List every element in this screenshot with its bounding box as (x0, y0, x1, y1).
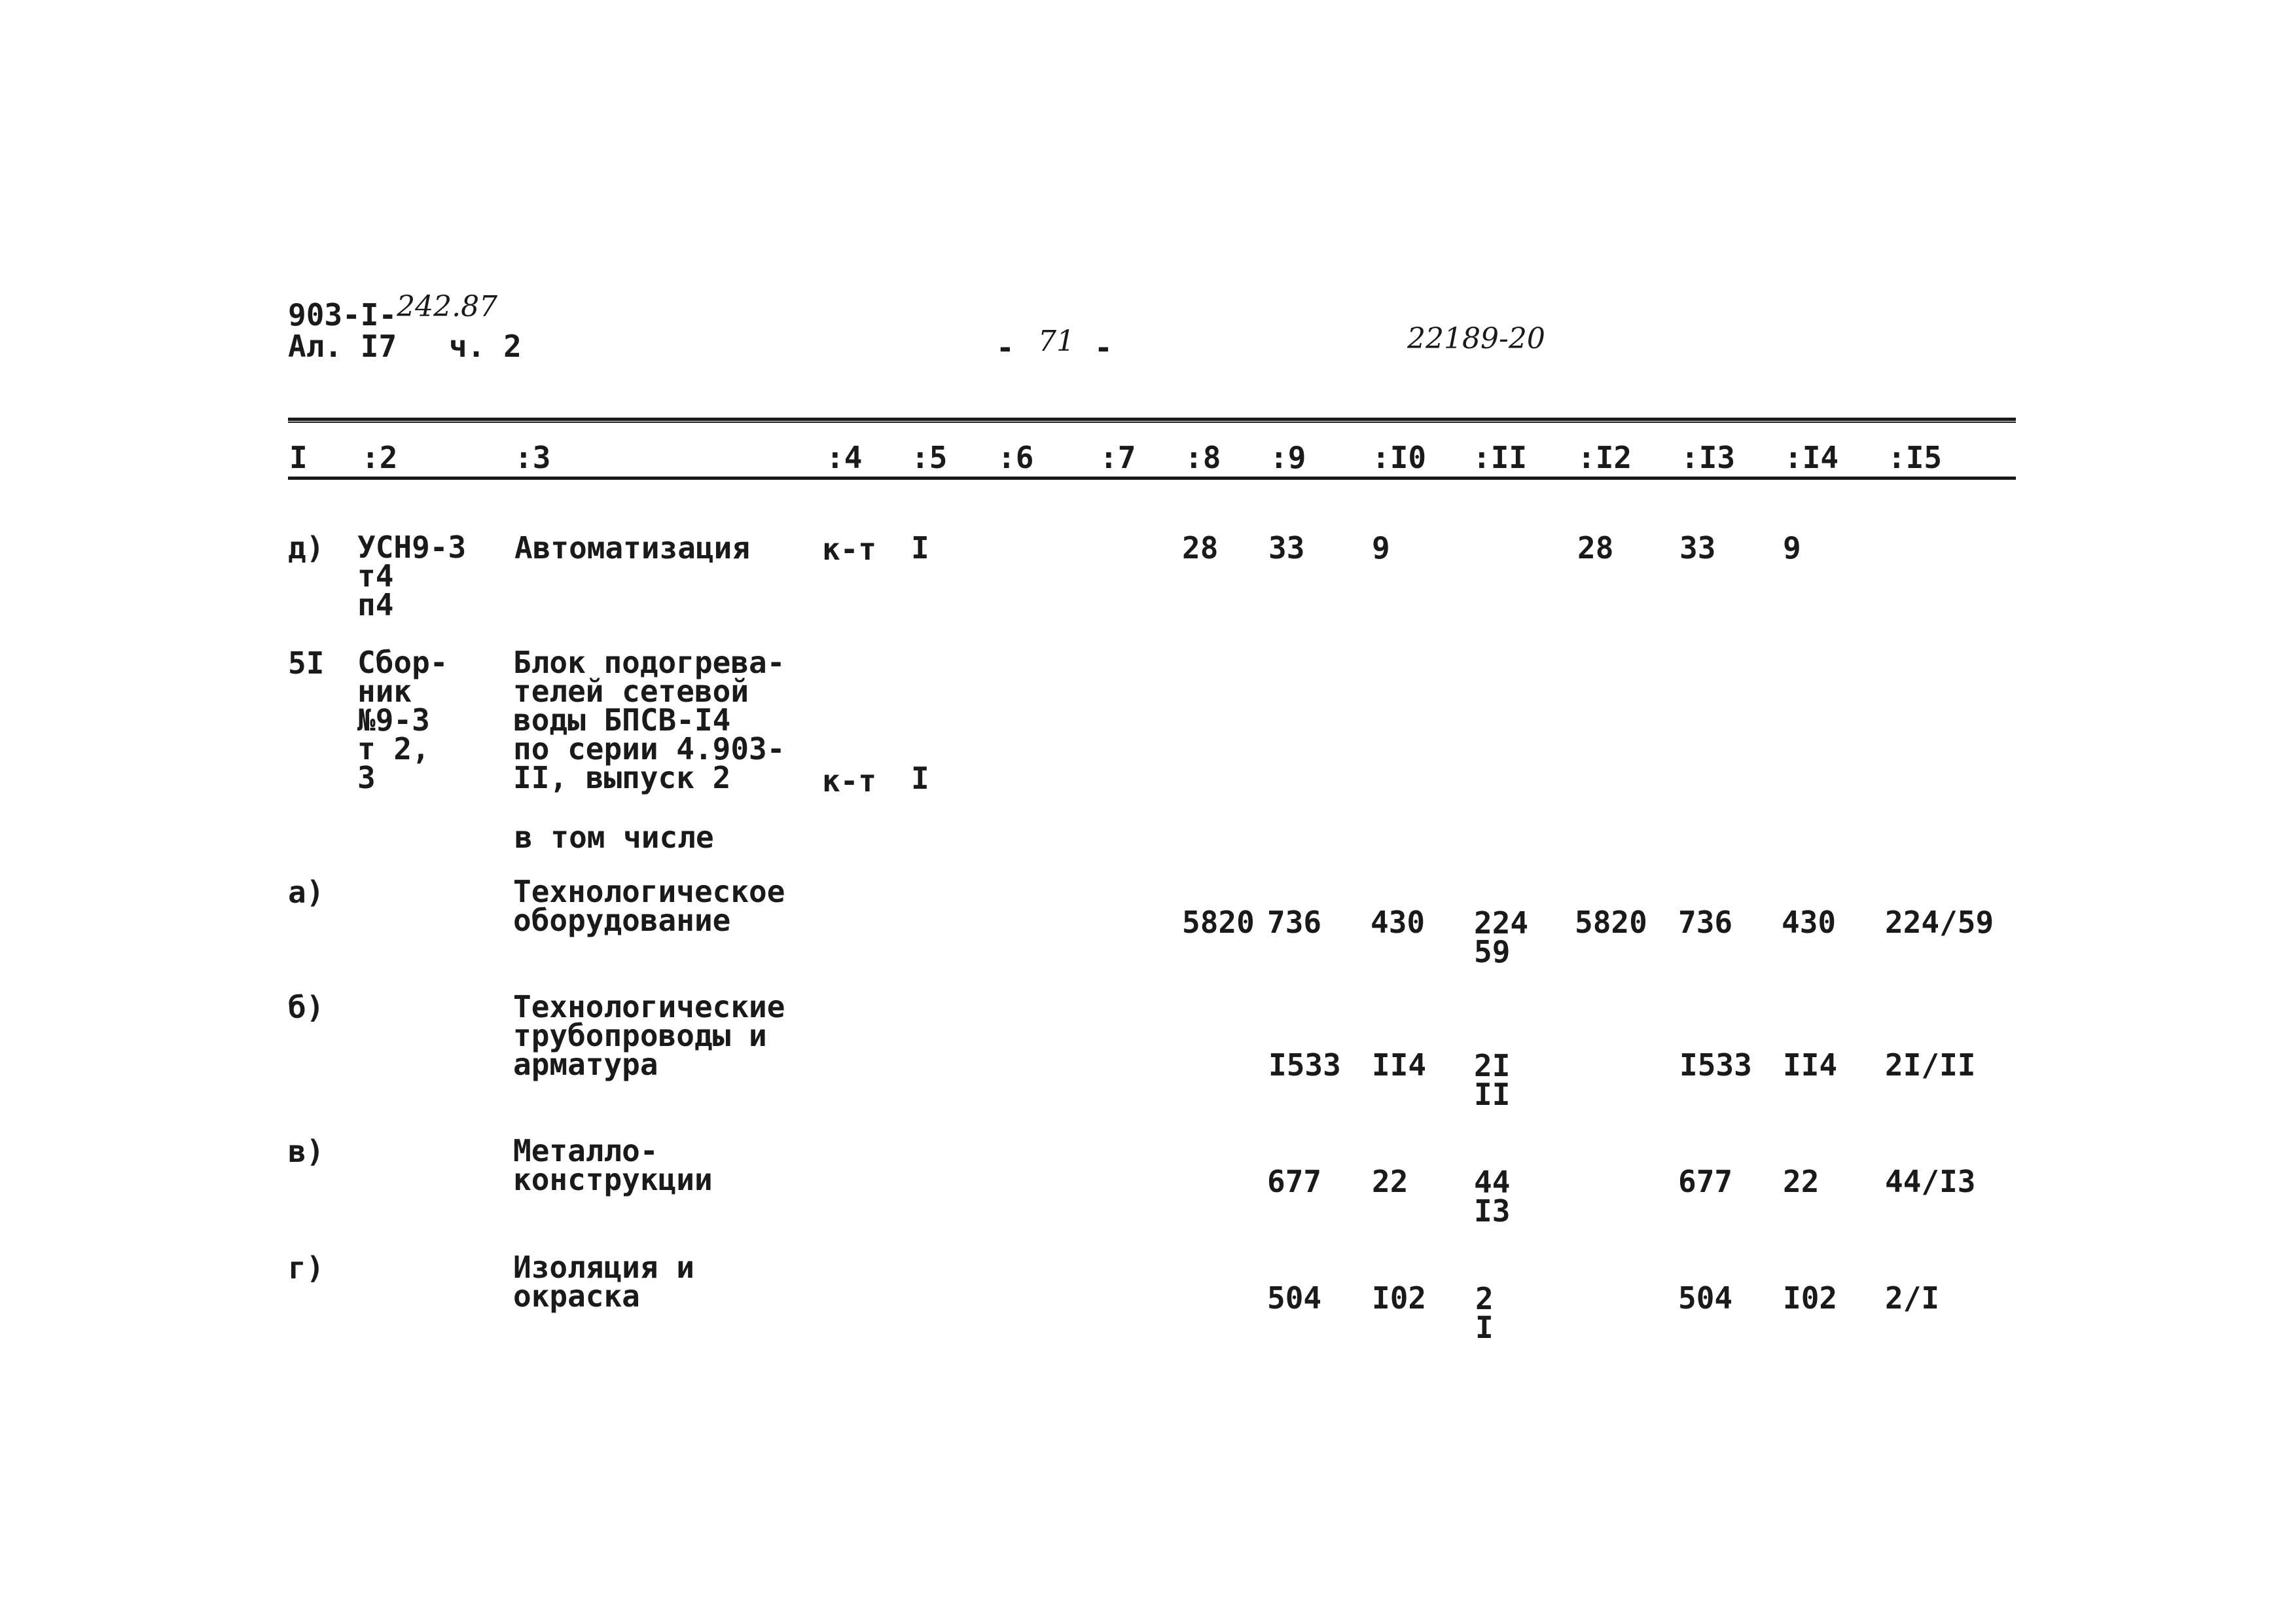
row-number: д) (288, 530, 325, 566)
cell-c13: 736 (1678, 905, 1733, 940)
row-reference: Сбор- ник №9-3 т 2, 3 (357, 645, 448, 795)
row-name: Технологические трубопроводы и арматура (513, 989, 785, 1082)
cell-c11: 2 I (1475, 1281, 1494, 1345)
row-qty: I (911, 761, 929, 796)
row-name: Автоматизация (514, 530, 751, 566)
col-header-12: :I2 (1577, 440, 1632, 475)
subtitle-including: в том числе (514, 820, 714, 855)
page-number: 71 (1038, 325, 1075, 358)
cell-c15: 44/I3 (1885, 1164, 1976, 1199)
cell-c12: 28 (1577, 530, 1614, 566)
cell-c14: I02 (1783, 1280, 1838, 1316)
album-label: Ал. I7 (288, 329, 397, 364)
cell-c10: 430 (1371, 905, 1426, 940)
row-unit: к-т (822, 763, 877, 799)
cell-c14: 9 (1783, 530, 1801, 566)
col-header-7: :7 (1100, 440, 1136, 475)
col-header-1: I (289, 440, 308, 475)
header-bottom-rule (288, 477, 2016, 480)
page-dash-right: - (1094, 330, 1113, 365)
col-header-2: :2 (361, 440, 398, 475)
col-header-9: :9 (1270, 440, 1306, 475)
row-name: Изоляция и окраска (513, 1250, 694, 1314)
cell-c15: 2I/II (1885, 1047, 1976, 1083)
cell-c11: 44 I3 (1474, 1164, 1511, 1229)
cell-c13: 33 (1679, 530, 1716, 566)
cell-c9: 504 (1267, 1280, 1322, 1316)
cell-c10: 9 (1372, 530, 1390, 566)
series-handwritten: 242.87 (397, 290, 498, 323)
col-header-14: :I4 (1784, 440, 1839, 475)
cell-c9: I533 (1268, 1047, 1341, 1083)
cell-c10: I02 (1372, 1280, 1427, 1316)
cell-c11: 224 59 (1474, 905, 1529, 969)
cell-c12: 5820 (1575, 905, 1647, 940)
row-number: в) (288, 1134, 325, 1169)
col-header-3: :3 (514, 440, 551, 475)
row-name: Технологическое оборудование (513, 874, 785, 938)
col-header-10: :I0 (1372, 440, 1427, 475)
top-rule-thin (288, 422, 2016, 423)
cell-c9: 736 (1267, 905, 1322, 940)
row-name: Металло- конструкции (513, 1133, 713, 1197)
document-number: 22189-20 (1407, 322, 1545, 355)
part-label: ч. 2 (449, 329, 522, 364)
col-header-15: :I5 (1888, 440, 1943, 475)
cell-c10: 22 (1372, 1164, 1408, 1199)
cell-c9: 677 (1267, 1164, 1322, 1199)
cell-c11: 2I II (1474, 1048, 1511, 1112)
top-rule (288, 418, 2016, 421)
row-number: б) (288, 990, 325, 1025)
cell-c8: 28 (1182, 530, 1219, 566)
series-printed: 903-I- (288, 297, 397, 333)
cell-c13: 504 (1678, 1280, 1733, 1316)
col-header-5: :5 (911, 440, 948, 475)
row-unit: к-т (822, 532, 877, 567)
col-header-6: :6 (997, 440, 1034, 475)
cell-c14: 430 (1782, 905, 1837, 940)
cell-c13: I533 (1679, 1047, 1752, 1083)
row-qty: I (911, 530, 929, 566)
col-header-4: :4 (826, 440, 863, 475)
page-dash-left: - (996, 330, 1014, 365)
cell-c15: 224/59 (1885, 905, 1994, 940)
cell-c14: 22 (1783, 1164, 1820, 1199)
cell-c9: 33 (1268, 530, 1305, 566)
cell-c14: II4 (1783, 1047, 1838, 1083)
row-reference: УСН9-3 т4 п4 (357, 530, 467, 623)
col-header-13: :I3 (1681, 440, 1736, 475)
cell-c13: 677 (1678, 1164, 1733, 1199)
col-header-8: :8 (1185, 440, 1221, 475)
col-header-11: :II (1473, 440, 1528, 475)
series-code (288, 290, 498, 333)
cell-c10: II4 (1372, 1047, 1427, 1083)
cell-c8: 5820 (1182, 905, 1255, 940)
row-number: а) (288, 875, 325, 910)
row-number: 5I (288, 645, 325, 681)
row-name: Блок подогрева- телей сетевой воды БПСВ-I4 по серии 4.903- II, выпуск 2 (513, 645, 785, 795)
row-number: г) (288, 1250, 325, 1286)
cell-c15: 2/I (1885, 1280, 1940, 1316)
